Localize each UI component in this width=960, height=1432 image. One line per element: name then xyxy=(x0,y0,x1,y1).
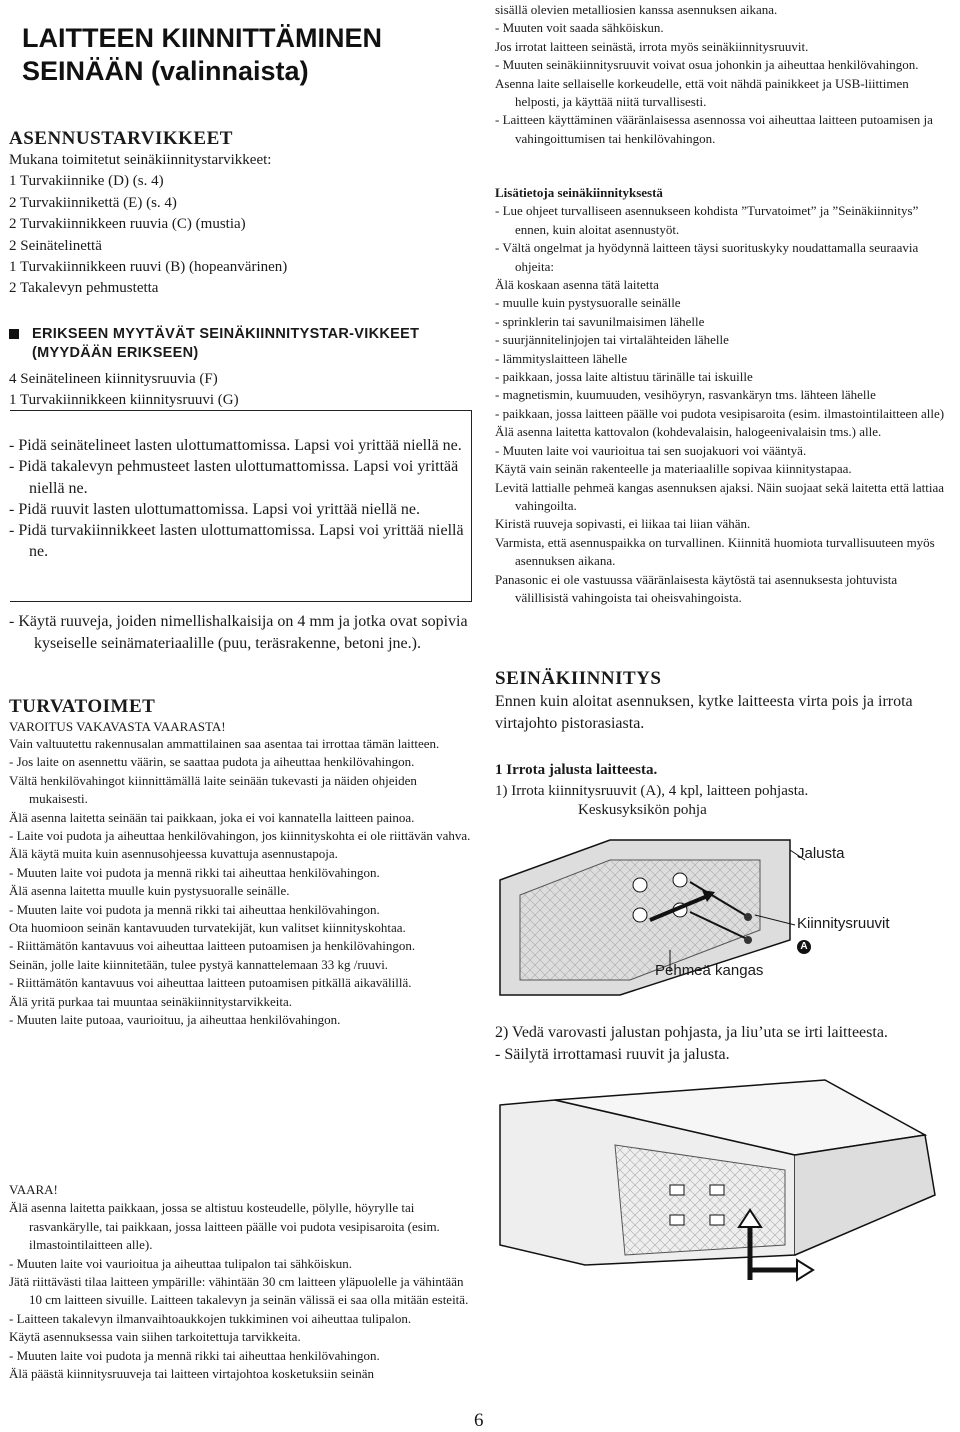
list-item: 1 Turvakiinnikkeen ruuvi (B) (hopeanvärinen) xyxy=(9,259,288,276)
info-line: - paikkaan, jossa laite altistuu tärinälle tai iskuille xyxy=(495,369,753,385)
list-item: 1 Turvakiinnike (D) (s. 4) xyxy=(9,173,164,190)
info-line: - suurjännitelinjojen tai virtalähteiden lähelle xyxy=(495,332,729,348)
step1-text: 1) Irrota kiinnitysruuvit (A), 4 kpl, laitteen pohjasta. xyxy=(495,783,809,800)
step1 xyxy=(495,760,950,803)
safety-line: - Muuten laite voi pudota ja mennä rikki tai aiheuttaa henkilövahingon. xyxy=(9,864,380,880)
extra-info-heading: Lisätietoja seinäkiinnityksestä xyxy=(495,185,663,200)
danger-line: Älä päästä kiinnitysruuveja tai laitteen virtajohtoa kosketuksiin seinän xyxy=(9,1366,374,1382)
safety-line: Jos irrotat laitteen seinästä, irrota myös seinäkiinnitysruuvit. xyxy=(495,38,809,54)
safety-line: Älä asenna laitetta muulle kuin pystysuoralle seinälle. xyxy=(9,883,290,899)
figure-label-bottom: Keskusyksikön pohja xyxy=(578,802,707,818)
info-line: - paikkaan, jossa laitteen päälle voi pudota vesipisaroita (esim. ilmastointilaitteen alle) xyxy=(495,405,945,421)
danger-section xyxy=(9,1181,471,1383)
danger-line: - Muuten laite voi pudota ja mennä rikki tai aiheuttaa henkilövahingon. xyxy=(9,1347,380,1363)
warning-item: - Pidä seinätelineet lasten ulottumattomissa. Lapsi voi yrittää niellä ne. xyxy=(9,437,462,454)
safety-line: - Laite voi pudota ja aiheuttaa henkilövahingon, jos kiinnityskohta ei ole riittävän vahva. xyxy=(9,828,471,844)
accessories-list xyxy=(9,150,464,300)
info-line: - lämmityslaitteen lähelle xyxy=(495,350,628,366)
info-line: - sprinklerin tai savunilmaisimen lähelle xyxy=(495,313,705,329)
safety-line: - Riittämätön kantavuus voi aiheuttaa laitteen putoamisen ja henkilövahingon. xyxy=(9,938,416,954)
info-line: Käytä vain seinän rakenteelle ja materiaalille sopivaa kiinnitystapaa. xyxy=(495,461,852,477)
list-item: 2 Takalevyn pehmustetta xyxy=(9,280,159,297)
list-item: 2 Turvakiinnikettä (E) (s. 4) xyxy=(9,194,177,211)
safety-line: - Laitteen käyttäminen vääränlaisessa asennossa voi aiheuttaa laitteen putoamisen ja vahingoittumisen tai henkilövahingon. xyxy=(495,112,933,146)
warning-item: - Pidä ruuvit lasten ulottumattomissa. Lapsi voi yrittää niellä ne. xyxy=(9,500,421,518)
safety-line: Vältä henkilövahingot kiinnittämällä laite seinään tukevasti ja näiden ohjeiden mukaisesti. xyxy=(9,772,417,807)
info-line: Älä asenna laitetta kattovalon (kohdevalaisin, halogeenivalaisin tms.) alle. xyxy=(495,424,882,440)
danger-line: Jätä riittävästi tilaa laitteen ympärille: vähintään 30 cm laitteen yläpuolelle ja vähintään 10 cm laitteen sivuille. Laitteen takalevyn ja seinän välissä ei saa olla mitään esteitä. xyxy=(9,1274,469,1308)
wall-mount-section xyxy=(495,668,950,735)
extra-info-section xyxy=(495,184,950,607)
info-line: Kiristä ruuveja sopivasti, ei liikaa tai liian vähän. xyxy=(495,516,751,532)
safety-line: Älä asenna laitetta seinään tai paikkaan, joka ei voi kannatella laitteen painoa. xyxy=(9,809,415,825)
page-title: LAITTEEN KIINNITTÄMINEN SEINÄÄN (valinnaista) xyxy=(22,23,382,86)
safety-line: - Muuten laite voi pudota ja mennä rikki tai aiheuttaa henkilövahingon. xyxy=(9,901,380,917)
right-top-lines xyxy=(495,1,947,148)
safety-heading: TURVATOIMET xyxy=(9,696,156,717)
safety-line: - Riittämätön kantavuus voi aiheuttaa laitteen putoamisen pitkällä aikavälillä. xyxy=(9,975,412,991)
accessories-section xyxy=(9,128,464,300)
safety-line: Asenna laite sellaiselle korkeudelle, että voit nähdä painikkeet ja USB-liittimen helposti, ja käyttää niitä turvallisesti. xyxy=(495,75,909,110)
separate-accessories-heading xyxy=(9,325,449,363)
warning-label: VAROITUS VAKAVASTA VAARASTA! xyxy=(9,719,226,734)
danger-line: - Laitteen takalevyn ilmanvaihtoaukkojen tukkiminen voi aiheuttaa tulipalon. xyxy=(9,1310,412,1326)
safety-line: - Muuten seinäkiinnitysruuvit voivat osua johonkin ja aiheuttaa henkilövahingon. xyxy=(495,57,919,73)
info-line: - Vältä ongelmat ja hyödynnä laitteen täysi suorituskyky noudattamalla seuraavia ohjeita: xyxy=(495,240,919,274)
figure-label-cloth: Pehmeä kangas xyxy=(655,962,764,979)
accessories-heading: ASENNUSTARVIKKEET xyxy=(9,128,233,149)
danger-label: VAARA! xyxy=(9,1182,58,1197)
screw-note: - Käytä ruuveja, joiden nimellishalkaisija on 4 mm ja jotka ovat sopivia kyseiselle seinämateriaalille (puu, teräsrakenne, betoni jne.). xyxy=(9,613,468,652)
info-line: - Lue ohjeet turvalliseen asennukseen kohdista ”Turvatoimet” ja ”Seinäkiinnitys” ennen, kuin aloitat asennustyöt. xyxy=(495,203,919,237)
info-line: Panasonic ei ole vastuussa vääränlaisesta käytöstä tai asennuksesta johtuvista välillisistä vahingoista tai oheisvahingoista. xyxy=(495,571,898,605)
warning-lines xyxy=(9,735,474,1030)
danger-line: - Muuten laite voi vaurioitua ja aiheuttaa tulipalon tai sähköiskun. xyxy=(9,1255,352,1271)
step2 xyxy=(495,1022,950,1066)
list-item: 4 Seinätelineen kiinnitysruuvia (F) xyxy=(9,371,218,387)
danger-line: Käytä asennuksessa vain siihen tarkoitettuja tarvikkeita. xyxy=(9,1329,301,1345)
wall-mount-intro: Ennen kuin aloitat asennuksen, kytke laitteesta virta pois ja irrota virtajohto pistorasiasta. xyxy=(495,693,913,732)
square-bullet-icon xyxy=(9,329,19,339)
slide-off-figure xyxy=(495,1075,955,1290)
list-item: 2 Turvakiinnikkeen ruuvia (C) (mustia) xyxy=(9,216,246,233)
step2-line: 2) Vedä varovasti jalustan pohjasta, ja liu’uta se irti laitteesta. xyxy=(495,1024,888,1041)
figure-label-stand: Jalusta xyxy=(797,845,845,862)
info-line: Älä koskaan asenna tätä laitetta xyxy=(495,277,659,293)
list-item: Mukana toimitetut seinäkiinnitystarvikkeet: xyxy=(9,152,272,168)
wall-mount-heading: SEINÄKIINNITYS xyxy=(495,668,662,689)
safety-section xyxy=(9,696,474,1030)
page-number: 6 xyxy=(474,1410,484,1431)
safety-line: - Muuten laite putoaa, vaurioituu, ja aiheuttaa henkilövahingon. xyxy=(9,1012,341,1028)
separate-heading-text: ERIKSEEN MYYTÄVÄT SEINÄKIINNITYSTAR-VIKKEET (MYYDÄÄN ERIKSEEN) xyxy=(32,326,420,361)
screw-marker-a-icon: A xyxy=(797,940,811,954)
info-line: Varmista, että asennuspaikka on turvallinen. Kiinnitä huomiota turvallisuuteen myös asennuksen aikana. xyxy=(495,534,935,569)
safety-line: Älä yritä purkaa tai muuntaa seinäkiinnitystarvikkeita. xyxy=(9,993,293,1009)
safety-line: Älä käytä muita kuin asennusohjeessa kuvattuja asennustapoja. xyxy=(9,846,338,862)
safety-line: - Muuten voit saada sähköiskun. xyxy=(495,20,664,36)
list-item: 1 Turvakiinnikkeen kiinnitysruuvi (G) xyxy=(9,392,239,409)
danger-line: Älä asenna laitetta paikkaan, jossa se altistuu kosteudelle, pölylle, höyrylle tai rasvankärylle, tai paikkaan, jossa laitteen päälle voi pudota vesipisaroita (esim. ilmastointilaitteen alle). xyxy=(9,1200,440,1253)
figure-label-screws: Kiinnitysruuvit xyxy=(797,915,890,932)
step1-title: 1 Irrota jalusta laitteesta. xyxy=(495,762,658,778)
safety-line: - Jos laite on asennettu väärin, se saattaa pudota ja aiheuttaa henkilövahingon. xyxy=(9,754,415,770)
safety-line: Ota huomioon seinän kantavuuden turvatekijät, kun valitset kiinnityskohtaa. xyxy=(9,920,406,936)
info-line: - Muuten laite voi vaurioitua tai sen suojakuori voi vääntyä. xyxy=(495,442,807,458)
step2-line: - Säilytä irrottamasi ruuvit ja jalusta. xyxy=(495,1046,730,1063)
warning-item: - Pidä turvakiinnikkeet lasten ulottumattomissa. Lapsi voi yrittää niellä ne. xyxy=(9,522,464,561)
info-line: Levitä lattialle pehmeä kangas asennuksen ajaksi. Näin suojaat sekä laitetta että lattiaa vahingoilta. xyxy=(495,479,945,513)
separate-accessories-list xyxy=(9,369,464,412)
safety-line: Vain valtuutettu rakennusalan ammattilainen saa asentaa tai irrottaa tämän laitteen. xyxy=(9,736,440,751)
info-line: - muulle kuin pystysuoralle seinälle xyxy=(495,295,681,311)
safety-line: sisällä olevien metalliosien kanssa asennuksen aikana. xyxy=(495,2,778,17)
list-item: 2 Seinätelinettä xyxy=(9,237,102,254)
safety-line: Seinän, jolle laite kiinnitetään, tulee pystyä kannattelemaan 33 kg /ruuvi. xyxy=(9,956,389,972)
warning-item: - Pidä takalevyn pehmusteet lasten ulottumattomissa. Lapsi voi yrittää niellä ne. xyxy=(9,458,459,497)
child-warnings xyxy=(9,435,467,563)
info-line: - magnetismin, kuumuuden, vesihöyryn, rasvankäryn tms. lähteen lähelle xyxy=(495,387,876,403)
